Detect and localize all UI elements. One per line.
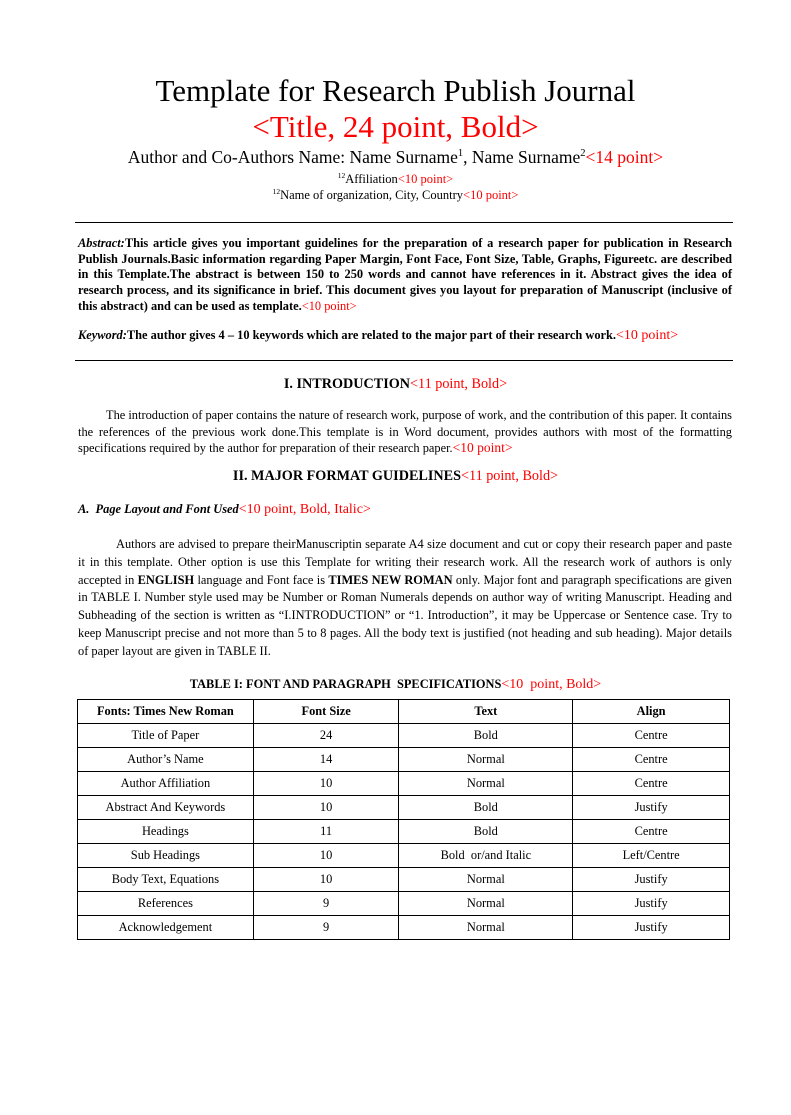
organization-line [0, 187, 791, 203]
guidelines-body-1: Authors are advised to prepare theirManuscriptin separate A4 size document and cut or copy their research paper and paste it in this template. Other option is use this Template for writing their research work. All the research work of authors is only accepted in [78, 537, 732, 587]
cell-font-size: 10 [253, 844, 399, 868]
affiliation-text: Affiliation [345, 172, 398, 186]
table-row [78, 820, 730, 844]
subheading-note: <10 point, Bold, Italic> [238, 502, 371, 517]
cell-element: References [78, 892, 254, 916]
abstract-label: Abstract: [78, 236, 125, 250]
cell-text: Bold [399, 724, 573, 748]
top-divider [75, 222, 733, 223]
guidelines-body-font: TIMES NEW ROMAN [328, 572, 453, 587]
cell-align: Justify [573, 892, 730, 916]
guidelines-heading-text: II. MAJOR FORMAT GUIDELINES [232, 468, 461, 484]
cell-font-size: 10 [253, 796, 399, 820]
cell-font-size: 9 [253, 892, 399, 916]
introduction-body-note: <10 point> [452, 440, 513, 455]
cell-element: Title of Paper [78, 724, 254, 748]
table-row [78, 796, 730, 820]
authors-prefix: Author and Co-Authors Name: [127, 147, 350, 167]
cell-text: Normal [399, 748, 573, 772]
introduction-heading-text: I. INTRODUCTION [283, 376, 411, 392]
table-row [78, 844, 730, 868]
table-caption-text: TABLE I: FONT AND PARAGRAPH SPECIFICATIONS [189, 677, 502, 691]
cell-font-size: 24 [253, 724, 399, 748]
font-spec-table [77, 699, 730, 940]
cell-element: Sub Headings [78, 844, 254, 868]
cell-element: Acknowledgement [78, 916, 254, 940]
table-row [78, 724, 730, 748]
cell-align: Left/Centre [573, 844, 730, 868]
organization-sup: 12 [272, 186, 281, 196]
keyword-text: The author gives 4 – 10 keywords which are related to the major part of their research work. [126, 328, 617, 342]
table-caption [0, 676, 791, 693]
header-fonts: Fonts: Times New Roman [78, 700, 254, 724]
cell-text: Normal [399, 892, 573, 916]
authors-separator: , [463, 147, 472, 167]
organization-format-note: <10 point> [463, 188, 519, 202]
keyword-paragraph [78, 327, 732, 344]
author-2-sup: 2 [580, 148, 586, 160]
section-heading-introduction [0, 375, 791, 393]
cell-align: Justify [573, 868, 730, 892]
abstract-divider [75, 360, 733, 361]
cell-align: Justify [573, 916, 730, 940]
cell-align: Centre [573, 748, 730, 772]
abstract-text: This article gives you important guidelines for the preparation of a research paper for publication in Research Publish Journals.Basic information regarding Paper Margin, Font Face, Font Size, Table, Graphs, Figureetc. are described in this Template.The abstract is between 150 to 250 words and cannot have references in it. Abstract gives the idea of research process, and its significance in brief. This document gives you layout for preparation of Manuscript (inclusive of this abstract) and can be used as template. [78, 236, 732, 313]
cell-text: Normal [399, 868, 573, 892]
organization-text: Name of organization, City, Country [280, 188, 464, 202]
author-1: Name Surname [349, 147, 458, 167]
table-row [78, 772, 730, 796]
table-row [78, 868, 730, 892]
cell-element: Body Text, Equations [78, 868, 254, 892]
affiliation-format-note: <10 point> [397, 172, 454, 186]
header-text: Text [399, 700, 573, 724]
abstract-format-note: <10 point> [301, 298, 357, 313]
title-format-note: <Title, 24 point, Bold> [252, 109, 539, 144]
document-title: Template for Research Publish Journal [155, 73, 636, 108]
guidelines-paragraph [78, 536, 732, 661]
cell-align: Centre [573, 820, 730, 844]
guidelines-heading-note: <11 point, Bold> [461, 468, 559, 484]
cell-align: Centre [573, 772, 730, 796]
table-caption-note: <10 point, Bold> [501, 677, 602, 692]
table-row [78, 748, 730, 772]
cell-text: Bold [399, 796, 573, 820]
header-align: Align [573, 700, 730, 724]
cell-text: Normal [399, 916, 573, 940]
author-line [0, 146, 791, 168]
table-row [78, 892, 730, 916]
affiliation-line [0, 171, 791, 187]
table-header-row [78, 700, 730, 724]
abstract-paragraph [78, 236, 732, 315]
section-heading-guidelines [0, 467, 791, 485]
introduction-body: The introduction of paper contains the nature of research work, purpose of work, and the contribution of this paper. It contains the references of the previous work done.This template is in Word document, provides authors with most of the formatting specifications required by the author for preparation of their research paper. [78, 408, 732, 455]
cell-font-size: 10 [253, 772, 399, 796]
introduction-paragraph [78, 407, 732, 457]
subsection-heading-page-layout [78, 500, 371, 519]
cell-element: Abstract And Keywords [78, 796, 254, 820]
guidelines-body-3: only. Major font and paragraph specifications are given in TABLE I. Number style used may be Number or Roman Numerals depends on author way of writing Manuscript. Heading and Subheading of the section is written as “I.INTRODUCTION” or “1. Introduction”, it may be Uppercase or Sentence case. Try to keep Manuscript precise and not more than 5 to 8 pages. All the body text is justified (not heading and sub heading). Major details of paper layout are given in TABLE II. [78, 572, 732, 658]
cell-element: Author Affiliation [78, 772, 254, 796]
cell-font-size: 9 [253, 916, 399, 940]
cell-align: Justify [573, 796, 730, 820]
author-2: Name Surname [471, 147, 581, 167]
cell-align: Centre [573, 724, 730, 748]
affiliation-sup: 12 [337, 170, 346, 180]
header-font-size: Font Size [253, 700, 399, 724]
cell-text: Bold or/and Italic [399, 844, 573, 868]
cell-text: Bold [399, 820, 573, 844]
keyword-label: Keyword: [78, 328, 127, 342]
author-1-sup: 1 [457, 148, 464, 160]
cell-element: Headings [78, 820, 254, 844]
introduction-heading-note: <11 point, Bold> [410, 376, 508, 392]
cell-font-size: 14 [253, 748, 399, 772]
subheading-text: A. Page Layout and Font Used [78, 502, 239, 516]
cell-element: Author’s Name [78, 748, 254, 772]
keyword-format-note: <10 point> [616, 328, 679, 343]
table-row [78, 916, 730, 940]
cell-text: Normal [399, 772, 573, 796]
cell-font-size: 11 [253, 820, 399, 844]
cell-font-size: 10 [253, 868, 399, 892]
guidelines-body-2: language and Font face is [194, 572, 329, 587]
authors-format-note: <14 point> [585, 147, 664, 167]
guidelines-body-english: ENGLISH [137, 572, 195, 587]
